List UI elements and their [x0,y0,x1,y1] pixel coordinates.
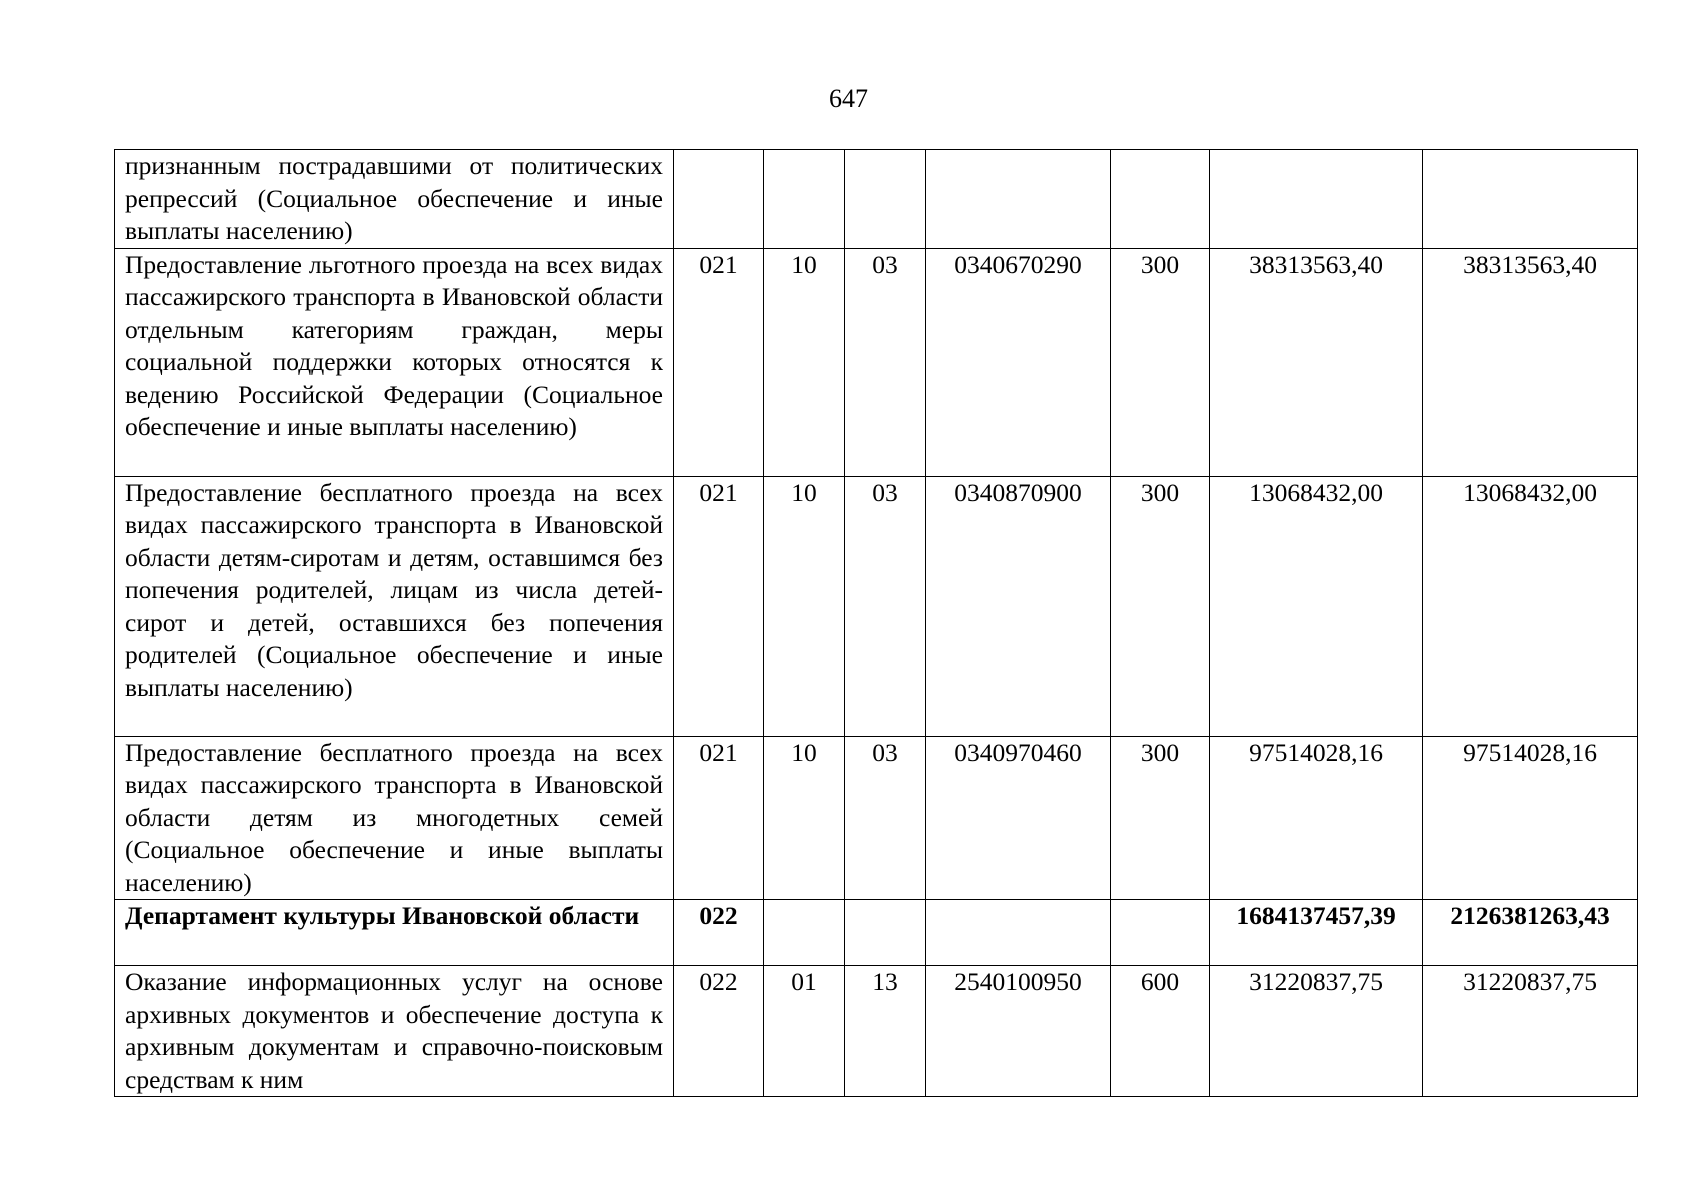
department-total-row [115,900,1638,966]
expense-type-cell: 300 [1111,248,1210,476]
subsection-cell [845,150,926,249]
section-cell [764,900,845,966]
section-cell: 10 [764,736,845,900]
sum-year2-cell [1423,150,1638,249]
row-name-cell: признанным пострадавшими от политических репрессий (Социальное обеспечение и иные выплаты населению) [115,150,674,249]
target-article-cell: 0340970460 [926,736,1111,900]
subsection-cell: 03 [845,736,926,900]
sum-year1-cell [1210,150,1423,249]
sum-year2-cell: 38313563,40 [1423,248,1638,476]
sum-year2-cell: 97514028,16 [1423,736,1638,900]
row-name-cell: Предоставление бесплатного проезда на всех видах пассажирского транспорта в Ивановской области детям-сиротам и детям, оставшимся без попечения родителей, лицам из числа детей-сирот и детей, оставшихся без попечения родителей (Социальное обеспечение и иные выплаты населению) [115,476,674,736]
budget-table [114,149,1638,1097]
admin-code-cell: 022 [674,900,764,966]
section-cell: 10 [764,476,845,736]
expense-type-cell: 600 [1111,966,1210,1097]
section-cell: 01 [764,966,845,1097]
sum-year2-cell: 31220837,75 [1423,966,1638,1097]
sum-year2-cell: 2126381263,43 [1423,900,1638,966]
subsection-cell: 03 [845,476,926,736]
section-cell: 10 [764,248,845,476]
admin-code-cell: 021 [674,476,764,736]
row-name-cell: Предоставление льготного проезда на всех видах пассажирского транспорта в Ивановской области отдельным категориям граждан, меры социальной поддержки которых относятся к ведению Российской Федерации (Социальное обеспечение и иные выплаты населению) [115,248,674,476]
target-article-cell [926,150,1111,249]
target-article-cell [926,900,1111,966]
table-row [115,966,1638,1097]
expense-type-cell: 300 [1111,476,1210,736]
sum-year1-cell: 1684137457,39 [1210,900,1423,966]
page-number: 647 [829,84,868,113]
section-cell [764,150,845,249]
admin-code-cell: 021 [674,248,764,476]
expense-type-cell [1111,900,1210,966]
sum-year1-cell: 31220837,75 [1210,966,1423,1097]
sum-year2-cell: 13068432,00 [1423,476,1638,736]
expense-type-cell [1111,150,1210,249]
row-name-cell: Оказание информационных услуг на основе архивных документов и обеспечение доступа к архивным документам и справочно-поисковым средствам к ним [115,966,674,1097]
target-article-cell: 0340670290 [926,248,1111,476]
target-article-cell: 2540100950 [926,966,1111,1097]
subsection-cell: 03 [845,248,926,476]
admin-code-cell [674,150,764,249]
subsection-cell [845,900,926,966]
admin-code-cell: 021 [674,736,764,900]
sum-year1-cell: 97514028,16 [1210,736,1423,900]
table-row [115,248,1638,476]
table-row [115,736,1638,900]
row-name-cell: Предоставление бесплатного проезда на всех видах пассажирского транспорта в Ивановской области детям из многодетных семей (Социальное обеспечение и иные выплаты населению) [115,736,674,900]
table-row [115,476,1638,736]
sum-year1-cell: 13068432,00 [1210,476,1423,736]
admin-code-cell: 022 [674,966,764,1097]
table-row [115,150,1638,249]
expense-type-cell: 300 [1111,736,1210,900]
subsection-cell: 13 [845,966,926,1097]
target-article-cell: 0340870900 [926,476,1111,736]
row-name-cell: Департамент культуры Ивановской области [115,900,674,966]
sum-year1-cell: 38313563,40 [1210,248,1423,476]
